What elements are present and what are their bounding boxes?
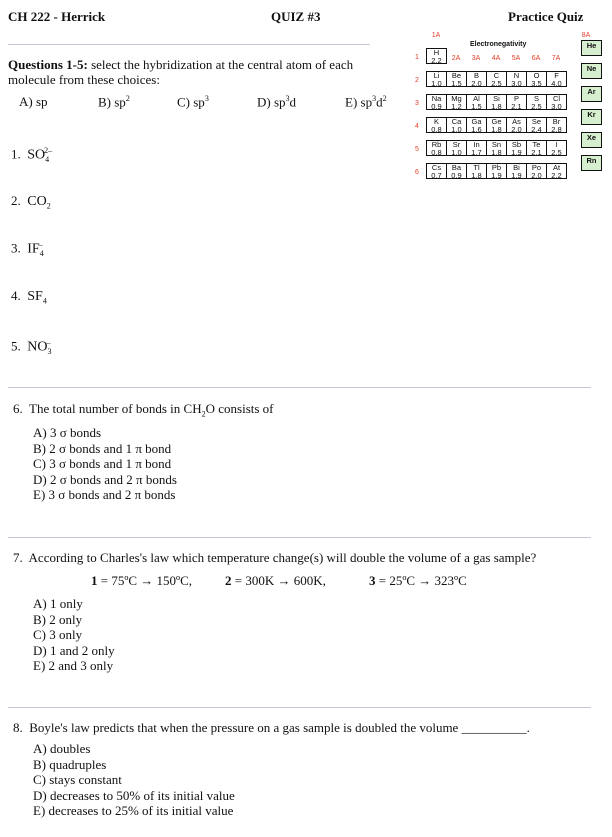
element-symbol: Pb bbox=[491, 163, 502, 172]
element-k bbox=[426, 117, 447, 133]
instructions-line1: Questions 1-5: select the hybridization at the central atom of each bbox=[8, 57, 354, 72]
element-symbol: Si bbox=[493, 94, 500, 103]
electronegativity-value: 1.7 bbox=[471, 148, 482, 157]
period-label-5: 5 bbox=[415, 146, 419, 153]
element-cl bbox=[546, 94, 567, 110]
temperature-change-2: 2 = 300K → 600K, bbox=[225, 573, 326, 588]
electronegativity-value: 1.0 bbox=[451, 125, 462, 134]
period-label-1: 1 bbox=[415, 54, 419, 61]
group-label-8a: 8A bbox=[581, 32, 591, 39]
element-symbol: Se bbox=[531, 117, 542, 126]
element-symbol: Ca bbox=[451, 117, 462, 126]
group-label-3a: 3A bbox=[471, 55, 481, 62]
option-d: D) 2 σ bonds and 2 π bonds bbox=[33, 471, 177, 487]
option-b: B) quadruples bbox=[33, 756, 107, 772]
element-br bbox=[546, 117, 567, 133]
element-tl bbox=[466, 163, 487, 179]
electronegativity-value: 1.9 bbox=[511, 148, 522, 157]
group-label-1a: 1A bbox=[431, 32, 441, 39]
electronegativity-value: 0.8 bbox=[431, 125, 442, 134]
option-a: A) doubles bbox=[33, 741, 91, 756]
electronegativity-value: 2.0 bbox=[471, 79, 482, 88]
element-se bbox=[526, 117, 547, 133]
practice-label: Practice Quiz bbox=[508, 9, 584, 24]
element-f bbox=[546, 71, 567, 87]
question-7-options bbox=[33, 596, 115, 674]
noble-gas-ar: Ar bbox=[581, 86, 602, 102]
element-symbol: B bbox=[473, 71, 479, 80]
divider bbox=[8, 44, 370, 45]
element-s bbox=[526, 94, 547, 110]
element-b bbox=[466, 71, 487, 87]
group-label-7a: 7A bbox=[551, 55, 561, 62]
element-n bbox=[506, 71, 527, 87]
electronegativity-value: 1.9 bbox=[491, 171, 502, 180]
divider bbox=[8, 707, 591, 708]
element-mg bbox=[446, 94, 467, 110]
electronegativity-value: 2.0 bbox=[511, 125, 522, 134]
noble-gas-xe: Xe bbox=[581, 132, 602, 148]
element-na bbox=[426, 94, 447, 110]
temperature-change-1: 1 = 75ºC → 150ºC, bbox=[91, 573, 192, 588]
element-symbol: Sr bbox=[452, 140, 461, 149]
element-symbol: As bbox=[512, 117, 521, 126]
electronegativity-value: 2.4 bbox=[531, 125, 542, 134]
electronegativity-value: 1.0 bbox=[451, 148, 462, 157]
element-symbol: Na bbox=[431, 94, 442, 103]
noble-gas-kr: Kr bbox=[581, 109, 602, 125]
element-sr bbox=[446, 140, 467, 156]
element-te bbox=[526, 140, 547, 156]
electronegativity-value: 2.5 bbox=[491, 79, 502, 88]
electronegativity-value: 1.0 bbox=[431, 79, 442, 88]
electronegativity-value: 1.5 bbox=[471, 102, 482, 111]
electronegativity-value: 2.5 bbox=[531, 102, 542, 111]
element-symbol: Ba bbox=[451, 163, 462, 172]
option-a: A) 3 σ bonds bbox=[33, 425, 102, 440]
question-8-options bbox=[33, 741, 235, 819]
element-symbol: Al bbox=[473, 94, 480, 103]
electronegativity-value: 1.8 bbox=[491, 148, 502, 157]
period-label-2: 2 bbox=[415, 77, 419, 84]
element-symbol: Cl bbox=[552, 94, 561, 103]
question-3: 3. $IF_4^-$ bbox=[11, 240, 44, 258]
choice-e: E) $sp^3d^2$ bbox=[345, 94, 387, 110]
electronegativity-value: 1.8 bbox=[491, 125, 502, 134]
element-ge bbox=[486, 117, 507, 133]
option-c: C) 3 σ bonds and 1 π bond bbox=[33, 456, 172, 471]
element-po bbox=[526, 163, 547, 179]
element-symbol: I bbox=[555, 140, 558, 149]
element-symbol: Br bbox=[552, 117, 561, 126]
electronegativity-value: 3.0 bbox=[511, 79, 522, 88]
period-label-6: 6 bbox=[415, 169, 419, 176]
element-symbol: S bbox=[533, 94, 539, 103]
question-1: 1. $SO_4^{2-}$ bbox=[11, 146, 53, 164]
element-rb bbox=[426, 140, 447, 156]
element-pb bbox=[486, 163, 507, 179]
electronegativity-value: 2.1 bbox=[531, 148, 542, 157]
element-o bbox=[526, 71, 547, 87]
element-symbol: Rb bbox=[431, 140, 442, 149]
option-e: E) 2 and 3 only bbox=[33, 658, 114, 673]
group-label-5a: 5A bbox=[511, 55, 521, 62]
instructions-line2: molecule from these choices: bbox=[8, 72, 160, 87]
group-label-2a: 2A bbox=[451, 55, 461, 62]
element-i bbox=[546, 140, 567, 156]
element-symbol: Ga bbox=[471, 117, 482, 126]
element-symbol: N bbox=[513, 71, 520, 80]
element-symbol: Sb bbox=[511, 140, 522, 149]
period-label-3: 3 bbox=[415, 100, 419, 107]
electronegativity-value: 1.2 bbox=[451, 102, 462, 111]
option-d: D) decreases to 50% of its initial value bbox=[33, 787, 235, 803]
element-symbol: C bbox=[493, 71, 500, 80]
electronegativity-value: 2.8 bbox=[551, 125, 562, 134]
electronegativity-value: 2.2 bbox=[431, 56, 442, 65]
element-symbol: Sn bbox=[491, 140, 502, 149]
element-symbol: P bbox=[513, 94, 519, 103]
electronegativity-value: 2.5 bbox=[551, 148, 562, 157]
electronegativity-value: 0.7 bbox=[431, 171, 442, 180]
element-symbol: Li bbox=[433, 71, 440, 80]
element-al bbox=[466, 94, 487, 110]
element-symbol: Bi bbox=[513, 163, 520, 172]
electronegativity-value: 3.5 bbox=[531, 79, 542, 88]
table-title: Electronegativity bbox=[470, 41, 527, 48]
group-label-6a: 6A bbox=[531, 55, 541, 62]
element-symbol: Te bbox=[532, 140, 541, 149]
element-symbol: Po bbox=[531, 163, 542, 172]
electronegativity-value: 2.1 bbox=[511, 102, 522, 111]
noble-gas-rn: Rn bbox=[581, 155, 602, 171]
option-d: D) 1 and 2 only bbox=[33, 642, 115, 658]
element-bi bbox=[506, 163, 527, 179]
electronegativity-value: 2.2 bbox=[551, 171, 562, 180]
noble-gas-ne: Ne bbox=[581, 63, 602, 79]
element-cs bbox=[426, 163, 447, 179]
element-p bbox=[506, 94, 527, 110]
element-at bbox=[546, 163, 567, 179]
element-sb bbox=[506, 140, 527, 156]
option-b: B) 2 σ bonds and 1 π bond bbox=[33, 440, 172, 456]
element-h bbox=[426, 48, 447, 64]
choice-a: A) sp bbox=[19, 94, 48, 109]
element-si bbox=[486, 94, 507, 110]
element-symbol: H bbox=[433, 48, 440, 57]
question-8-stem: 8. Boyle's law predicts that when the pressure on a gas sample is doubled the volume __________. bbox=[13, 720, 530, 735]
element-as bbox=[506, 117, 527, 133]
question-6-options bbox=[33, 425, 177, 503]
electronegativity-value: 3.0 bbox=[551, 102, 562, 111]
electronegativity-value: 0.9 bbox=[451, 171, 462, 180]
element-symbol: K bbox=[433, 117, 439, 126]
temperature-change-3: 3 = 25ºC → 323ºC bbox=[369, 573, 467, 588]
element-ca bbox=[446, 117, 467, 133]
question-7-stem: 7. According to Charles's law which temperature change(s) will double the volume of a gas sample? bbox=[13, 550, 537, 565]
choice-b: B) $sp^2$ bbox=[98, 94, 130, 110]
element-ba bbox=[446, 163, 467, 179]
question-4: 4. $SF_4$ bbox=[11, 288, 47, 306]
electronegativity-value: 1.8 bbox=[491, 102, 502, 111]
option-e: E) decreases to 25% of its initial value bbox=[33, 803, 234, 818]
element-symbol: Ge bbox=[491, 117, 502, 126]
electronegativity-table bbox=[413, 32, 599, 180]
quiz-title: QUIZ #3 bbox=[271, 9, 321, 24]
group-label-4a: 4A bbox=[491, 55, 501, 62]
choice-d: D) $sp^3d$ bbox=[257, 94, 297, 110]
electronegativity-value: 1.5 bbox=[451, 79, 462, 88]
course-title: CH 222 - Herrick bbox=[8, 9, 106, 24]
divider bbox=[8, 537, 591, 538]
option-a: A) 1 only bbox=[33, 596, 83, 611]
choice-c: C) $sp^3$ bbox=[177, 94, 209, 110]
option-c: C) stays constant bbox=[33, 772, 122, 787]
element-li bbox=[426, 71, 447, 87]
element-symbol: At bbox=[552, 163, 561, 172]
question-6-stem: 6. The total number of bonds in $CH_2O$ consists of bbox=[13, 401, 274, 419]
element-ga bbox=[466, 117, 487, 133]
element-be bbox=[446, 71, 467, 87]
element-sn bbox=[486, 140, 507, 156]
element-symbol: O bbox=[533, 71, 540, 80]
electronegativity-value: 1.6 bbox=[471, 125, 482, 134]
element-symbol: In bbox=[473, 140, 480, 149]
electronegativity-value: 1.8 bbox=[471, 171, 482, 180]
element-symbol: Tl bbox=[473, 163, 480, 172]
option-b: B) 2 only bbox=[33, 611, 83, 627]
noble-gas-he: He bbox=[581, 40, 602, 56]
element-symbol: Mg bbox=[451, 94, 462, 103]
question-5: 5. $NO_3^-$ bbox=[11, 338, 52, 356]
element-c bbox=[486, 71, 507, 87]
electronegativity-value: 2.0 bbox=[531, 171, 542, 180]
period-label-4: 4 bbox=[415, 123, 419, 130]
element-symbol: Be bbox=[451, 71, 462, 80]
option-e: E) 3 σ bonds and 2 π bonds bbox=[33, 487, 176, 502]
question-2: 2. $CO_2$ bbox=[11, 193, 51, 211]
electronegativity-value: 0.9 bbox=[431, 102, 442, 111]
element-in bbox=[466, 140, 487, 156]
element-symbol: F bbox=[554, 71, 559, 80]
electronegativity-value: 4.0 bbox=[551, 79, 562, 88]
option-c: C) 3 only bbox=[33, 627, 83, 642]
electronegativity-value: 1.9 bbox=[511, 171, 522, 180]
electronegativity-value: 0.8 bbox=[431, 148, 442, 157]
divider bbox=[8, 387, 591, 388]
element-symbol: Cs bbox=[431, 163, 442, 172]
